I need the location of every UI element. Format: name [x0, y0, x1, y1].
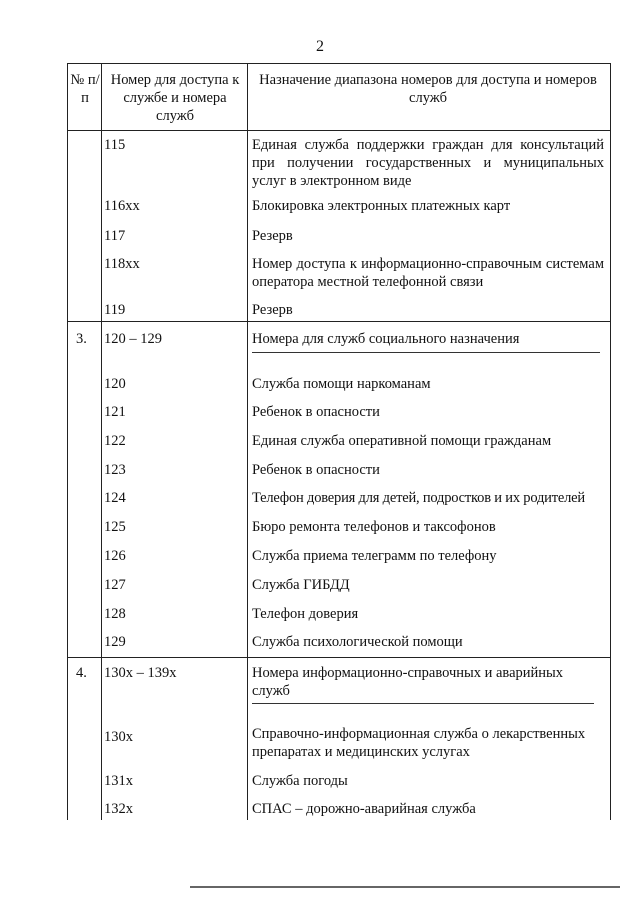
section-title: Номера информационно-справочных и аварийных служб — [252, 665, 564, 699]
column-divider — [247, 64, 248, 820]
row-code: 122 — [104, 433, 126, 449]
row-code: 125 — [104, 519, 126, 535]
row-code: 118хх — [104, 256, 140, 272]
row-code: 120 – 129 — [104, 331, 162, 347]
row-description: Резерв — [252, 228, 293, 244]
row-code: 131х — [104, 773, 133, 789]
row-code: 128 — [104, 606, 126, 622]
section-divider — [68, 657, 610, 658]
row-code: 117 — [104, 228, 126, 244]
header-number: № п/п — [70, 72, 100, 106]
row-description: Телефон доверия для детей, подростков и их родителей — [252, 490, 585, 506]
page-number: 2 — [316, 38, 324, 55]
scan-edge-line — [190, 886, 620, 888]
row-description: Номер доступа к информационно-справочным системам оператора местной телефонной связи — [252, 256, 604, 290]
header-purpose: Назначение диапазона номеров для доступа и номеров служб — [259, 72, 597, 106]
row-description: Ребенок в опасности — [252, 462, 380, 478]
row-description: СПАС – дорожно-аварийная служба — [252, 801, 476, 817]
row-description: Бюро ремонта телефонов и таксофонов — [252, 519, 496, 535]
column-divider — [101, 64, 102, 820]
row-description: Служба погоды — [252, 773, 348, 789]
section-divider — [68, 321, 610, 322]
row-description: Служба приема телеграмм по телефону — [252, 548, 497, 564]
row-code: 121 — [104, 404, 126, 420]
row-description: Блокировка электронных платежных карт — [252, 198, 511, 214]
row-description: Служба ГИБДД — [252, 577, 350, 593]
services-table — [67, 63, 611, 820]
row-description: Резерв — [252, 302, 293, 318]
section-underline — [252, 352, 600, 353]
section-number: 4. — [76, 665, 87, 681]
row-description: Служба помощи наркоманам — [252, 376, 431, 392]
row-code: 132х — [104, 801, 133, 817]
row-description: Справочно-информационная служба о лекарственных препаратах и медицинских услугах — [252, 726, 586, 760]
row-code: 127 — [104, 577, 126, 593]
header-divider — [68, 130, 610, 131]
row-description: Единая служба поддержки граждан для консультаций при получении государственных и муниципальных услуг в электронном виде — [252, 137, 604, 189]
row-code: 126 — [104, 548, 126, 564]
row-description: Единая служба оперативной помощи гражданам — [252, 433, 552, 449]
row-description: Телефон доверия — [252, 606, 359, 622]
row-description: Служба психологической помощи — [252, 634, 463, 650]
row-code: 124 — [104, 490, 126, 506]
row-code: 116хх — [104, 198, 140, 214]
row-code: 130х – 139х — [104, 665, 177, 681]
row-code: 123 — [104, 462, 126, 478]
row-code: 115 — [104, 137, 126, 153]
row-code: 129 — [104, 634, 126, 650]
row-code: 120 — [104, 376, 126, 392]
section-title: Номера для служб социального назначения — [252, 331, 520, 347]
row-code: 119 — [104, 302, 126, 318]
header-access-number: Номер для доступа к службе и номера служб — [110, 72, 240, 124]
row-description: Ребенок в опасности — [252, 404, 380, 420]
section-underline — [252, 703, 594, 704]
row-code: 130х — [104, 729, 133, 745]
section-number: 3. — [76, 331, 87, 347]
